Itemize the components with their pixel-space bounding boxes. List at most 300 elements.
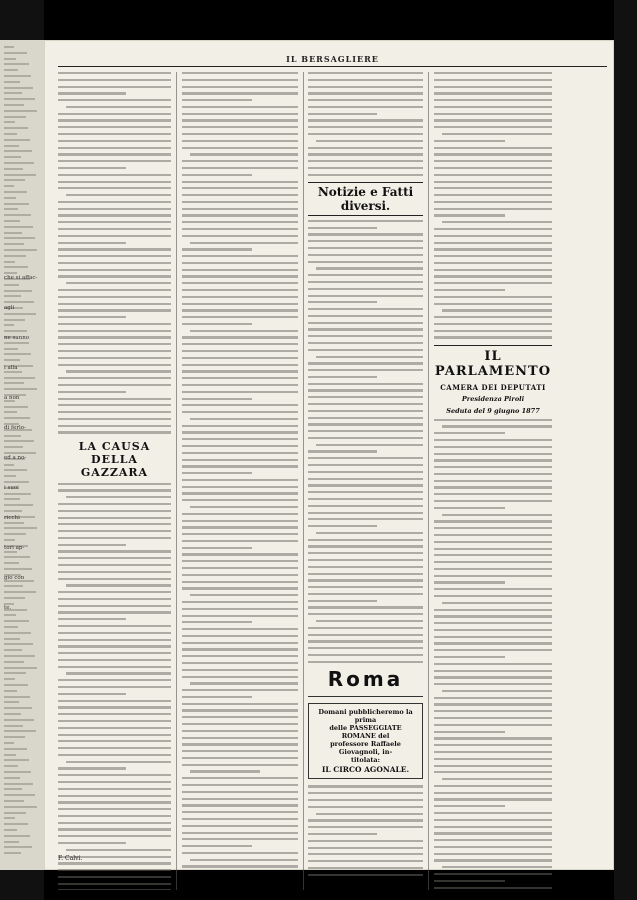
text-line [182,526,298,528]
text-line [58,187,171,189]
text-line [308,860,423,862]
text-line [434,703,552,705]
side-text-line [4,678,15,680]
text-line [58,404,171,406]
text-line [58,153,171,155]
text-line [182,703,298,705]
side-text-line [4,748,27,750]
side-text-line [4,504,33,506]
text-line [308,579,423,581]
text-line [182,845,252,847]
text-line [182,587,298,589]
text-line [308,119,423,121]
text-line [434,534,552,536]
column-4 [434,72,552,890]
text-line [182,275,298,277]
text-line [58,330,171,332]
text-line [190,682,298,684]
text-line [58,788,171,790]
side-text-line [4,295,21,297]
text-line [434,79,552,81]
text-line [182,621,252,623]
text-line [182,147,298,149]
masthead-title: IL BERSAGLIERE [286,54,379,64]
text-line [434,181,552,183]
text-line [308,833,377,835]
text-line [58,167,126,169]
text-line [434,812,552,814]
text-line [182,92,298,94]
side-text-line [4,232,22,234]
text-line [58,598,171,600]
text-line [58,269,171,271]
text-line [434,785,552,787]
text-line [182,269,298,271]
text-line [182,282,298,284]
side-text-line [4,498,20,500]
text-line [308,826,423,828]
side-text-line [4,168,23,170]
text-line [434,581,505,583]
text-line [58,889,171,890]
text-line [58,625,171,627]
text-line [182,167,298,169]
side-text-line [4,852,21,854]
text-line [182,323,252,325]
text-line [58,734,171,736]
text-line [434,323,552,325]
text-line [58,398,171,400]
text-line [434,636,552,638]
side-text-line [4,649,22,651]
text-line [182,642,298,644]
text-line [308,274,423,276]
text-line [58,767,126,769]
text-line [434,167,552,169]
side-text-line [4,765,18,767]
text-line [434,724,552,726]
side-text-line [4,817,15,819]
text-line [182,391,298,393]
text-line [434,561,552,563]
text-line [308,288,423,290]
side-text-line [4,139,30,141]
text-line [434,554,552,556]
side-text-line [4,493,31,495]
text-line [58,262,171,264]
text-line [182,520,298,522]
text-line [308,233,423,235]
side-text-line [4,249,37,251]
column-3 [308,72,423,890]
section-subheading-camera: CAMERA DEI DEPUTATI [440,382,546,392]
text-line [190,506,298,508]
text-line [434,255,552,257]
text-line [434,235,552,237]
text-line [182,581,298,583]
text-line [182,309,298,311]
text-line [182,757,298,759]
text-line [434,248,552,250]
text-line [442,221,552,223]
text-line [58,591,171,593]
text-line [182,608,298,610]
text-line [308,518,423,520]
text-line [308,586,423,588]
side-text-line [4,214,31,216]
text-line [308,389,423,391]
text-line [182,533,298,535]
text-line [442,133,552,135]
side-text-line [4,719,34,721]
text-line [308,369,423,371]
text-line [58,160,171,162]
text-line [66,194,171,196]
text-line [66,672,171,674]
side-text-line [4,145,19,147]
text-line [182,398,252,400]
text-line [434,568,552,570]
side-text-line [4,684,28,686]
text-line [182,364,298,366]
text-line [58,828,171,830]
text-line [316,532,423,534]
side-text-line [4,585,23,587]
text-line [58,92,126,94]
side-text-line [4,556,30,558]
text-line [58,801,171,803]
side-text-line [4,725,23,727]
text-line [58,181,171,183]
text-line [182,99,252,101]
side-text-line [4,406,28,408]
side-word: ed a no- [4,455,27,461]
text-line [434,330,552,332]
text-line [308,247,423,249]
side-text-line [4,533,26,535]
text-line [58,384,171,386]
side-text-line [4,313,36,315]
text-line [182,798,298,800]
side-word: a non [4,395,20,401]
text-line [308,240,423,242]
side-text-line [4,771,31,773]
text-line [434,336,552,338]
text-line [442,778,552,780]
text-line [308,99,423,101]
text-line [190,153,298,155]
side-text-line [4,435,21,437]
side-text-line [4,667,37,669]
text-line [182,838,298,840]
text-line [66,370,171,372]
side-text-line [4,696,30,698]
text-line [182,303,298,305]
text-line [308,484,423,486]
text-line [58,652,171,654]
text-line [434,106,552,108]
side-text-line [4,197,16,199]
side-word: gio con [4,575,25,581]
text-line [434,609,552,611]
text-line [182,79,298,81]
text-line [58,418,171,420]
text-line [308,634,423,636]
side-text-line [4,701,19,703]
text-line [434,453,552,455]
text-line [182,452,298,454]
text-line [182,655,298,657]
text-line [58,336,171,338]
text-line [434,765,552,767]
text-line [308,654,423,656]
text-line [58,221,171,223]
text-line [58,235,171,237]
text-line [182,513,298,515]
text-line [182,425,298,427]
side-text-line [4,255,26,257]
text-line [434,683,552,685]
text-line [308,301,377,303]
text-line [434,194,552,196]
text-line [434,486,552,488]
side-text-line [4,342,29,344]
text-line [182,187,298,189]
text-line [182,459,298,461]
text-line [182,791,298,793]
text-line [182,181,298,183]
text-line [434,432,505,434]
text-line [308,72,423,74]
side-text-line [4,510,22,512]
text-line [58,113,171,115]
text-line [434,771,552,773]
text-line [434,737,552,739]
side-text-line [4,330,27,332]
side-text-line [4,672,26,674]
text-line [182,384,298,386]
text-line [434,595,552,597]
text-line [58,862,171,864]
text-line [58,174,171,176]
text-line [308,92,423,94]
side-text-line [4,562,19,564]
text-line [308,174,423,176]
side-text-line [4,208,18,210]
text-line [434,316,552,318]
text-line [316,444,423,446]
text-line [58,517,171,519]
side-text-line [4,69,18,71]
text-line [308,383,423,385]
side-text-line [4,690,17,692]
text-line [58,201,171,203]
text-line [316,140,423,142]
text-line [58,822,171,824]
text-line [58,578,171,580]
text-line [190,770,260,772]
text-line [182,784,298,786]
text-line [58,72,171,74]
text-line [190,859,298,861]
text-line [442,514,552,516]
text-line [182,832,298,834]
text-line [182,201,298,203]
text-line [316,813,423,815]
text-line [434,832,552,834]
text-line [190,242,298,244]
text-line [182,126,298,128]
side-text-line [4,162,34,164]
text-line [182,208,298,210]
announcement-box [308,703,423,779]
text-line [182,194,298,196]
side-text-line [4,52,27,54]
side-text-line [4,359,20,361]
side-text-line [4,353,31,355]
text-line [58,876,171,878]
text-line [316,356,423,358]
text-line [434,676,552,678]
side-text-line [4,626,18,628]
section-heading-notizie: Notizie e Fatti diversi. [308,182,423,216]
text-line [58,632,171,634]
text-line [58,377,171,379]
text-line [58,411,171,413]
side-text-line [4,614,16,616]
side-word: i suoi [4,485,19,491]
text-line [182,648,298,650]
text-line [308,450,377,452]
text-line [434,86,552,88]
text-line [58,343,171,345]
text-line [66,496,171,498]
text-line [308,478,423,480]
text-line [182,676,298,678]
text-line [434,649,552,651]
text-line [308,806,423,808]
side-text-line [4,539,15,541]
text-line [434,575,552,577]
text-line [434,201,552,203]
text-line [434,656,505,658]
side-text-line [4,446,23,448]
text-line [434,466,552,468]
side-word: te. [4,605,12,611]
text-line [434,296,552,298]
text-line [308,437,423,439]
text-line [308,471,423,473]
text-line [434,588,552,590]
side-text-line [4,133,17,135]
side-text-line [4,846,32,848]
text-line [182,472,252,474]
text-line [308,322,423,324]
text-line [190,330,298,332]
side-word: che si affac- [4,275,38,281]
text-line [308,853,423,855]
text-line [58,275,171,277]
text-line [182,547,252,549]
text-line [434,846,552,848]
text-line [58,126,171,128]
side-text-line [4,75,31,77]
text-line [182,106,298,108]
text-line [308,545,423,547]
text-line [308,647,423,649]
text-line [434,153,552,155]
text-line [434,751,552,753]
text-line [434,303,552,305]
side-text-line [4,174,36,176]
side-text-line [4,243,24,245]
text-line [182,221,298,223]
side-text-line [4,203,29,205]
side-text-line [4,156,21,158]
text-line [434,419,552,421]
text-line [442,866,552,868]
text-line [434,473,552,475]
text-line [308,539,423,541]
side-text-line [4,116,26,118]
text-line [182,316,298,318]
text-line [308,840,423,842]
text-line [182,370,298,372]
text-line [434,758,552,760]
side-text-line [4,46,14,48]
column-rule-3 [428,72,429,890]
text-line [182,438,298,440]
side-text-line [4,58,16,60]
text-line [182,248,252,250]
text-line [308,566,423,568]
column-1 [58,72,171,890]
side-text-line [4,841,19,843]
text-line [182,486,298,488]
text-line [434,819,552,821]
text-line [434,629,552,631]
side-text-line [4,643,33,645]
text-line [182,350,298,352]
text-line [58,679,171,681]
author-signature: F. Calvi. [58,855,83,862]
side-word: agli [4,305,15,311]
side-text-line [4,632,31,634]
text-line [308,167,423,169]
text-line [58,303,171,305]
text-line [182,214,298,216]
text-line [308,847,423,849]
side-text-line [4,730,36,732]
text-line [58,666,171,668]
text-line [182,635,298,637]
text-line [58,713,171,715]
text-line [434,541,552,543]
text-line [182,119,298,121]
side-text-line [4,754,16,756]
text-line [182,553,298,555]
text-line [58,883,171,885]
text-line [58,503,171,505]
text-line [58,350,171,352]
text-line [58,242,126,244]
text-line [182,255,298,257]
text-line [182,750,298,752]
section-heading-roma: Roma [327,667,404,692]
text-line [308,220,423,222]
side-text-line [4,655,35,657]
side-text-line [4,348,18,350]
